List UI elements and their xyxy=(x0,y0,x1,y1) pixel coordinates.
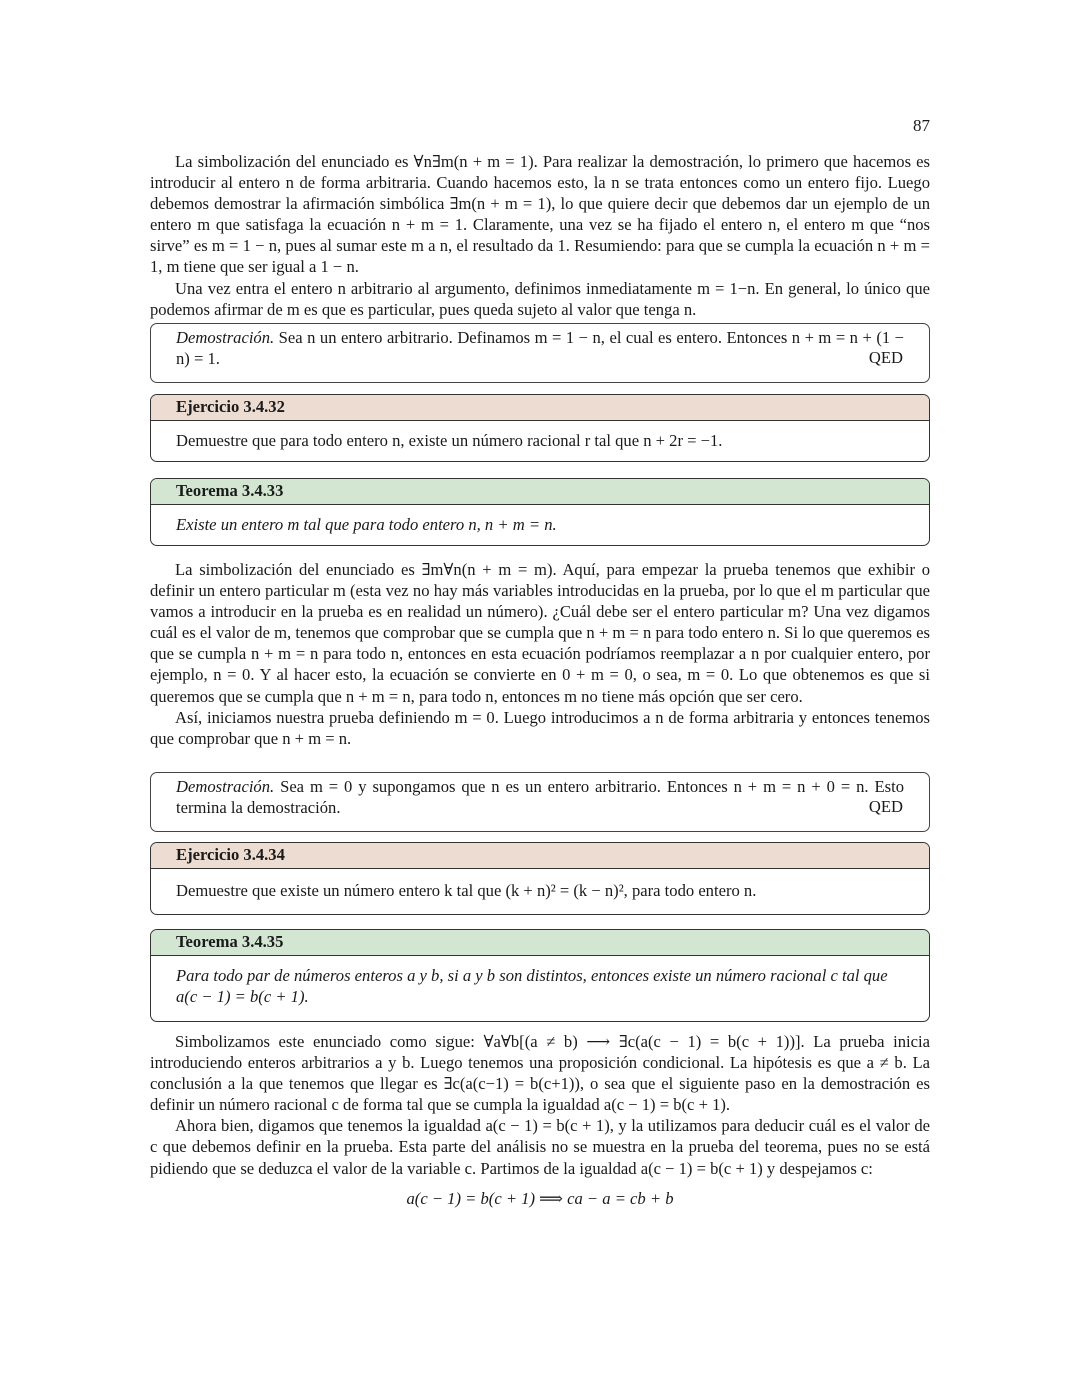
theorem-body: Existe un entero m tal que para todo entero n, n + m = n. xyxy=(176,515,557,534)
theorem-box-3-4-33 xyxy=(150,478,930,546)
equation-1: a(c − 1) = b(c + 1) ⟹ ca − a = cb + b xyxy=(406,1188,674,1208)
page-number: 87 xyxy=(913,116,930,135)
paragraph-5: Simbolizamos este enunciado como sigue: ∀a∀b[(a ≠ b) ⟶ ∃c(a(c − 1) = b(c + 1))]. La prueba inicia introduciendo enteros arbitrarios a y b. Luego tenemos una proposición condicional. La hipótesis es que a ≠ b. La conclusión a la que tenemos que llegar es ∃c(a(c−1) = b(c+1)), o sea que el siguiente paso en la demostración es definir un número racional c de forma tal que se cumpla la igualdad a(c − 1) = b(c + 1). xyxy=(150,1032,930,1115)
proof-text: Sea n un entero arbitrario. Definamos m = 1 − n, el cual es entero. Entonces n + m = n + (1 − n) = 1. xyxy=(176,328,904,369)
paragraph-4: Así, iniciamos nuestra prueba definiendo m = 0. Luego introducimos a n de forma arbitraria y entonces tenemos que comprobar que n + m = n. xyxy=(150,707,930,748)
theorem-title: Teorema 3.4.33 xyxy=(151,479,929,505)
exercise-box-3-4-34 xyxy=(150,842,930,915)
paragraph-2: Una vez entra el entero n arbitrario al argumento, definimos inmediatamente m = 1−n. En general, lo único que podemos afirmar de m es que es particular, pues queda sujeto al valor que tenga n. xyxy=(150,278,930,319)
proof-label: Demostración. xyxy=(176,777,275,796)
exercise-title: Ejercicio 3.4.34 xyxy=(151,843,929,869)
theorem-box-3-4-35 xyxy=(150,929,930,1022)
proof-box-2 xyxy=(150,772,930,832)
paragraph-6: Ahora bien, digamos que tenemos la igualdad a(c − 1) = b(c + 1), y la utilizamos para deducir cuál es el valor de c que debemos definir en la prueba. Esta parte del análisis no se muestra en la prueba del teorema, pues no se está pidiendo que se deduzca el valor de la variable c. Partimos de la igualdad a(c − 1) = b(c + 1) y despejamos c: xyxy=(150,1116,930,1178)
paragraph-3: La simbolización del enunciado es ∃m∀n(n + m = m). Aquí, para empezar la prueba tenemos que exhibir o definir un entero particular m (esta vez no hay más variables introducidas en la prueba, por lo que el m particular que vamos a introducir en la prueba es en realidad un número). ¿Cuál debe ser el entero particular m? Una vez digamos cuál es el valor de m, tenemos que comprobar que se cumpla que n + m = n para todo entero n. Si lo que queremos es que se cumpla n + m = n para todo n, entonces en esta ecuación podríamos reemplazar a n por cualquier entero, por ejemplo, n = 0. Y al hacer esto, la ecuación se convierte en 0 + m = 0, o sea, m = 0. Lo que obtenemos es que si queremos que se cumpla que n + m = n, para todo n, entonces m no tiene más opción que ser cero. xyxy=(150,560,930,706)
qed-mark: QED xyxy=(868,347,903,367)
proof-label: Demostración. xyxy=(176,328,275,347)
exercise-box-3-4-32 xyxy=(150,394,930,462)
proof-box-1 xyxy=(150,323,930,383)
exercise-body: Demuestre que existe un número entero k tal que (k + n)² = (k − n)², para todo entero n. xyxy=(176,881,757,900)
exercise-title: Ejercicio 3.4.32 xyxy=(151,395,929,421)
theorem-title: Teorema 3.4.35 xyxy=(151,930,929,956)
proof-text: Sea m = 0 y supongamos que n es un entero arbitrario. Entonces n + m = n + 0 = n. Esto termina la demostración. xyxy=(176,777,904,818)
exercise-body: Demuestre que para todo entero n, existe un número racional r tal que n + 2r = −1. xyxy=(176,431,723,450)
theorem-body: Para todo par de números enteros a y b, si a y b son distintos, entonces existe un número racional c tal que a(c − 1) = b(c + 1). xyxy=(176,966,888,1007)
paragraph-1: La simbolización del enunciado es ∀n∃m(n + m = 1). Para realizar la demostración, lo primero que hacemos es introducir al entero n de forma arbitraria. Cuando hacemos esto, la n se trata entonces como un entero fijo. Luego debemos demostrar la afirmación simbólica ∃m(n + m = 1), lo que quiere decir que debemos dar un ejemplo de un entero m que satisfaga la ecuación n + m = 1. Claramente, una vez se ha fijado el entero n, el entero m que “nos sirve” es m = 1 − n, pues al sumar este m a n, el resultado da 1. Resumiendo: para que se cumpla la ecuación n + m = 1, m tiene que ser igual a 1 − n. xyxy=(150,152,930,277)
qed-mark: QED xyxy=(868,796,903,816)
